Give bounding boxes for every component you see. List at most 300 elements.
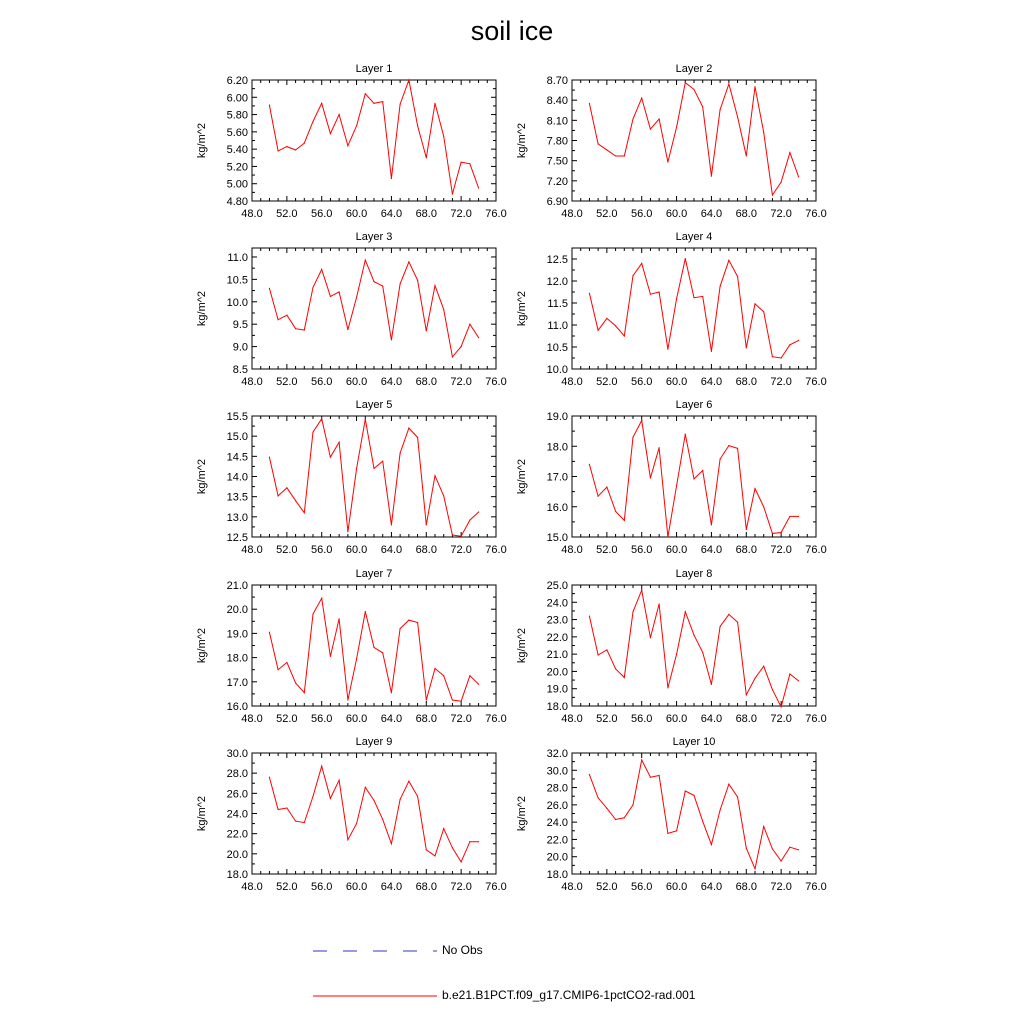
y-axis-label: kg/m^2 (516, 795, 528, 832)
plot-frame (572, 248, 816, 369)
x-tick-label: 56.0 (631, 881, 653, 893)
data-point (295, 820, 296, 821)
data-point (685, 258, 686, 259)
data-point (321, 418, 322, 419)
data-point (589, 103, 590, 104)
legend-label-no-obs: No Obs (442, 943, 483, 957)
x-tick-label: 68.0 (735, 713, 757, 725)
y-tick-label: 28.0 (226, 768, 248, 781)
x-tick-label: 72.0 (770, 208, 792, 220)
x-tick-label: 68.0 (735, 208, 757, 220)
data-point (754, 86, 755, 87)
y-tick-label: 5.80 (226, 109, 248, 122)
y-tick-label: 12.5 (546, 254, 568, 266)
data-point (469, 519, 470, 520)
y-tick-label: 21.0 (546, 649, 568, 662)
y-tick-label: 9.0 (232, 341, 248, 354)
y-axis-label: kg/m^2 (516, 290, 528, 327)
data-point (720, 809, 721, 810)
data-point (754, 678, 755, 679)
data-point (685, 790, 686, 791)
x-tick-label: 48.0 (561, 713, 583, 725)
y-tick-label: 7.20 (546, 175, 568, 188)
y-axis-label: kg/m^2 (516, 627, 528, 664)
data-point (746, 347, 747, 348)
x-tick-label: 72.0 (450, 544, 472, 556)
y-tick-label: 18.0 (546, 441, 568, 454)
y-tick-label: 8.70 (546, 75, 568, 87)
data-point (426, 330, 427, 331)
x-tick-label: 52.0 (596, 208, 618, 220)
data-point (781, 860, 782, 861)
x-tick-label: 72.0 (770, 376, 792, 388)
y-axis-label: kg/m^2 (516, 458, 528, 495)
data-point (763, 311, 764, 312)
data-point (339, 780, 340, 781)
y-tick-label: 6.20 (226, 75, 248, 87)
data-point (400, 799, 401, 800)
x-tick-label: 64.0 (380, 713, 403, 725)
y-tick-label: 15.0 (546, 532, 568, 544)
data-point (737, 276, 738, 277)
data-point (720, 626, 721, 627)
data-point (417, 622, 418, 623)
x-tick-label: 76.0 (805, 544, 827, 556)
x-tick-label: 76.0 (485, 713, 507, 725)
y-tick-label: 20.0 (226, 604, 248, 617)
data-point (615, 155, 616, 156)
series-line (269, 80, 478, 194)
x-tick-label: 76.0 (805, 376, 827, 388)
data-point (461, 162, 462, 163)
data-point (304, 692, 305, 693)
x-tick-label: 72.0 (450, 881, 472, 893)
data-point (339, 442, 340, 443)
x-tick-label: 64.0 (700, 544, 723, 556)
data-point (443, 675, 444, 676)
data-point (321, 598, 322, 599)
y-tick-label: 28.0 (546, 782, 568, 795)
x-tick-label: 52.0 (596, 713, 618, 725)
data-point (606, 149, 607, 150)
series-line (589, 760, 798, 869)
data-point (365, 260, 366, 261)
data-point (798, 849, 799, 850)
data-point (632, 437, 633, 438)
data-point (789, 673, 790, 674)
data-point (659, 447, 660, 448)
y-tick-label: 10.5 (546, 342, 568, 354)
x-tick-label: 76.0 (805, 208, 827, 220)
data-point (781, 532, 782, 533)
data-point (667, 687, 668, 688)
data-point (650, 128, 651, 129)
x-tick-label: 64.0 (380, 881, 403, 893)
data-point (728, 83, 729, 84)
data-point (469, 841, 470, 842)
y-tick-label: 22.0 (546, 631, 568, 644)
data-point (650, 294, 651, 295)
plot-frame (572, 80, 816, 201)
x-tick-label: 68.0 (735, 881, 757, 893)
data-point (746, 529, 747, 530)
data-point (606, 649, 607, 650)
data-point (269, 457, 270, 458)
data-point (711, 524, 712, 525)
data-point (667, 161, 668, 162)
data-point (720, 286, 721, 287)
x-tick-label: 68.0 (415, 376, 437, 388)
y-tick-label: 11.5 (547, 298, 568, 310)
data-point (711, 844, 712, 845)
data-point (339, 291, 340, 292)
data-point (347, 145, 348, 146)
plot-frame (572, 585, 816, 706)
y-tick-label: 26.0 (546, 799, 568, 812)
data-point (278, 319, 279, 320)
data-point (693, 297, 694, 298)
y-tick-label: 24.0 (226, 808, 248, 821)
data-point (382, 819, 383, 820)
page-title: soil ice (470, 16, 554, 46)
x-tick-label: 52.0 (596, 376, 618, 388)
data-point (312, 796, 313, 797)
panel-title: Layer 7 (355, 568, 393, 580)
data-point (772, 689, 773, 690)
data-point (365, 419, 366, 420)
data-point (624, 817, 625, 818)
data-point (754, 303, 755, 304)
data-point (347, 531, 348, 532)
data-point (373, 468, 374, 469)
data-point (330, 656, 331, 657)
x-tick-label: 64.0 (380, 544, 403, 556)
y-tick-label: 17.0 (226, 676, 248, 689)
x-tick-label: 56.0 (311, 881, 333, 893)
y-axis-label: kg/m^2 (196, 290, 208, 327)
data-point (728, 784, 729, 785)
data-point (312, 287, 313, 288)
data-point (295, 682, 296, 683)
data-point (720, 458, 721, 459)
data-point (347, 329, 348, 330)
panel-title: Layer 6 (675, 399, 713, 411)
panel-title: Layer 8 (675, 568, 713, 580)
data-point (763, 132, 764, 133)
legend-label-model-run: b.e21.B1PCT.f09_g17.CMIP6-1pctCO2-rad.001 (442, 988, 696, 1002)
data-point (589, 616, 590, 617)
x-tick-label: 60.0 (665, 544, 688, 556)
x-tick-label: 72.0 (770, 544, 792, 556)
data-point (781, 182, 782, 183)
y-tick-label: 5.60 (226, 126, 248, 139)
data-point (693, 635, 694, 636)
data-point (417, 125, 418, 126)
data-point (711, 176, 712, 177)
data-point (754, 488, 755, 489)
panel-title: Layer 3 (355, 231, 393, 243)
data-point (650, 477, 651, 478)
y-tick-label: 15.5 (226, 411, 248, 423)
x-tick-label: 52.0 (596, 881, 618, 893)
data-point (391, 178, 392, 179)
data-point (426, 849, 427, 850)
data-point (408, 428, 409, 429)
data-point (339, 114, 340, 115)
x-tick-label: 60.0 (345, 881, 368, 893)
data-point (598, 496, 599, 497)
data-point (676, 485, 677, 486)
panel-title: Layer 5 (355, 399, 393, 411)
plot-frame (252, 416, 496, 537)
data-point (737, 796, 738, 797)
data-point (667, 349, 668, 350)
data-point (478, 337, 479, 338)
data-point (356, 297, 357, 298)
y-tick-label: 15.0 (226, 431, 248, 444)
data-point (330, 457, 331, 458)
series-line (269, 260, 478, 357)
y-tick-label: 22.0 (226, 828, 248, 841)
data-point (330, 798, 331, 799)
x-tick-label: 48.0 (241, 544, 263, 556)
legend-swatch-solid (312, 988, 438, 1004)
data-point (443, 828, 444, 829)
data-point (676, 654, 677, 655)
data-point (650, 777, 651, 778)
y-tick-label: 10.0 (226, 296, 248, 309)
data-point (693, 478, 694, 479)
data-point (772, 533, 773, 534)
x-tick-label: 76.0 (485, 208, 507, 220)
plot-frame (572, 753, 816, 874)
data-point (295, 149, 296, 150)
data-point (391, 843, 392, 844)
panel-title: Layer 2 (675, 63, 713, 75)
series-line (269, 598, 478, 701)
data-point (286, 487, 287, 488)
series-line (269, 419, 478, 536)
x-tick-label: 56.0 (311, 544, 333, 556)
data-point (685, 82, 686, 83)
x-tick-label: 76.0 (805, 713, 827, 725)
y-tick-label: 20.0 (546, 666, 568, 679)
y-tick-label: 13.5 (226, 491, 248, 504)
x-tick-label: 64.0 (700, 376, 723, 388)
data-point (667, 536, 668, 537)
data-point (434, 855, 435, 856)
y-tick-label: 20.0 (226, 848, 248, 861)
layer-panel (196, 231, 507, 388)
y-tick-label: 9.5 (232, 319, 248, 332)
data-point (469, 324, 470, 325)
x-tick-label: 60.0 (665, 713, 688, 725)
y-tick-label: 18.0 (226, 652, 248, 665)
y-tick-label: 5.40 (226, 144, 248, 157)
y-tick-label: 30.0 (546, 765, 568, 778)
legend-swatch-dashed (312, 943, 438, 959)
x-tick-label: 60.0 (345, 544, 368, 556)
data-point (737, 622, 738, 623)
y-tick-label: 32.0 (546, 748, 568, 760)
x-tick-label: 48.0 (561, 208, 583, 220)
layer-panel (516, 399, 827, 556)
data-point (426, 157, 427, 158)
x-tick-label: 60.0 (665, 376, 688, 388)
y-axis-label: kg/m^2 (196, 122, 208, 159)
x-tick-label: 48.0 (241, 376, 263, 388)
data-point (624, 677, 625, 678)
data-point (763, 506, 764, 507)
data-point (606, 318, 607, 319)
y-axis-label: kg/m^2 (196, 458, 208, 495)
data-point (434, 668, 435, 669)
x-tick-label: 56.0 (311, 208, 333, 220)
x-tick-label: 56.0 (311, 713, 333, 725)
data-point (469, 163, 470, 164)
y-tick-label: 5.00 (226, 178, 248, 191)
y-tick-label: 18.0 (226, 869, 248, 881)
data-point (356, 823, 357, 824)
x-tick-label: 60.0 (345, 376, 368, 388)
data-point (356, 468, 357, 469)
data-point (304, 329, 305, 330)
data-point (269, 104, 270, 105)
data-point (373, 103, 374, 104)
data-point (746, 847, 747, 848)
data-point (304, 512, 305, 513)
data-point (589, 774, 590, 775)
data-point (347, 699, 348, 700)
data-point (339, 618, 340, 619)
y-tick-label: 17.0 (546, 471, 568, 484)
data-point (408, 79, 409, 80)
layer-panel (516, 568, 827, 725)
data-point (667, 833, 668, 834)
data-point (763, 826, 764, 827)
plot-frame (252, 753, 496, 874)
y-tick-label: 10.0 (546, 364, 568, 376)
x-tick-label: 48.0 (561, 544, 583, 556)
x-tick-label: 64.0 (700, 208, 723, 220)
y-axis-label: kg/m^2 (196, 795, 208, 832)
data-point (373, 647, 374, 648)
data-point (606, 486, 607, 487)
data-point (615, 511, 616, 512)
data-point (426, 524, 427, 525)
data-point (693, 795, 694, 796)
data-point (598, 797, 599, 798)
data-point (269, 777, 270, 778)
data-point (728, 445, 729, 446)
data-point (347, 839, 348, 840)
data-point (720, 109, 721, 110)
data-point (391, 339, 392, 340)
data-point (382, 101, 383, 102)
y-tick-label: 4.80 (226, 196, 248, 208)
data-point (478, 841, 479, 842)
data-point (408, 261, 409, 262)
data-point (641, 420, 642, 421)
y-tick-label: 11.0 (227, 251, 248, 264)
data-point (702, 652, 703, 653)
layer-panel (196, 736, 507, 893)
data-point (452, 356, 453, 357)
data-point (269, 288, 270, 289)
data-point (478, 187, 479, 188)
data-point (452, 193, 453, 194)
x-tick-label: 52.0 (596, 544, 618, 556)
data-point (434, 103, 435, 104)
x-tick-label: 64.0 (700, 713, 723, 725)
data-point (624, 520, 625, 521)
panel-title: Layer 4 (675, 231, 713, 243)
x-tick-label: 56.0 (631, 376, 653, 388)
y-tick-label: 7.50 (546, 155, 568, 168)
x-tick-label: 72.0 (450, 713, 472, 725)
plot-frame (252, 80, 496, 201)
data-point (443, 495, 444, 496)
x-tick-label: 56.0 (631, 208, 653, 220)
data-point (659, 118, 660, 119)
x-tick-label: 56.0 (631, 544, 653, 556)
data-point (728, 614, 729, 615)
data-point (676, 298, 677, 299)
y-tick-label: 19.0 (226, 628, 248, 641)
y-tick-label: 11.0 (547, 320, 568, 332)
data-point (737, 448, 738, 449)
layer-panel (196, 63, 507, 220)
data-point (312, 121, 313, 122)
y-tick-label: 8.10 (546, 115, 568, 128)
data-point (702, 470, 703, 471)
y-tick-label: 14.0 (226, 471, 248, 484)
x-tick-label: 68.0 (415, 881, 437, 893)
data-point (278, 809, 279, 810)
y-tick-label: 25.0 (546, 580, 568, 592)
data-point (356, 658, 357, 659)
data-point (659, 603, 660, 604)
plot-frame (252, 248, 496, 369)
x-tick-label: 52.0 (276, 881, 298, 893)
data-point (312, 432, 313, 433)
data-point (798, 176, 799, 177)
data-point (408, 781, 409, 782)
data-point (452, 699, 453, 700)
y-tick-label: 22.0 (546, 834, 568, 847)
data-point (434, 285, 435, 286)
data-point (408, 619, 409, 620)
data-point (728, 260, 729, 261)
data-point (443, 136, 444, 137)
x-tick-label: 64.0 (700, 881, 723, 893)
data-point (772, 194, 773, 195)
y-tick-label: 23.0 (546, 614, 568, 627)
data-point (746, 155, 747, 156)
data-point (321, 103, 322, 104)
y-tick-label: 19.0 (546, 411, 568, 423)
data-point (417, 796, 418, 797)
data-point (312, 613, 313, 614)
data-point (304, 822, 305, 823)
x-tick-label: 52.0 (276, 544, 298, 556)
data-point (304, 142, 305, 143)
x-tick-label: 76.0 (485, 881, 507, 893)
data-point (461, 346, 462, 347)
data-point (382, 652, 383, 653)
x-tick-label: 60.0 (345, 208, 368, 220)
y-tick-label: 5.20 (226, 161, 248, 174)
